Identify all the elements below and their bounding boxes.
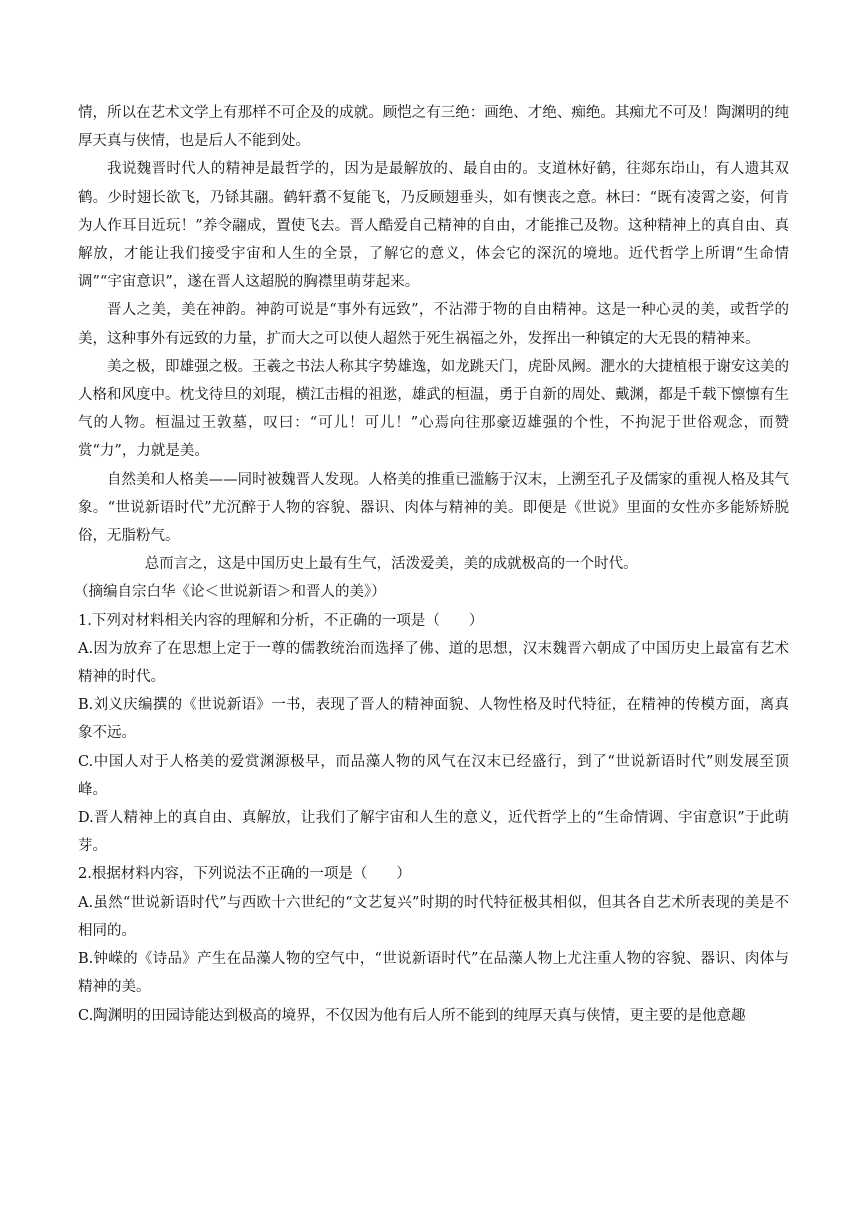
paragraph-charm: 晋人之美，美在神韵。神韵可说是“事外有远致”，不沾滞于物的自由精神。这是一种心灵的美，或哲学的美，这种事外有远致的力量，扩而大之可以使人超然于死生祸福之外，发挥出一种镇定的大无畏的精神来。: [78, 302, 789, 347]
question-2-option-a: A.虽然“世说新语时代”与西欧十六世纪的“文艺复兴”时期的时代特征极其相似，但其各自艺术所表现的美是不相同的。: [78, 894, 789, 939]
paragraph-summary: 总而言之，这是中国历史上最有生气，活泼爱美，美的成就极高的一个时代。: [144, 556, 638, 573]
document-page: [74, 99, 789, 1030]
paragraph-continued: 情，所以在艺术文学上有那样不可企及的成就。顾恺之有三绝：画绝、才绝、痴绝。其痴尤不可及！陶渊明的纯厚天真与侠情，也是后人不能到处。: [78, 105, 789, 150]
question-2-option-c: C.陶渊明的田园诗能达到极高的境界，不仅因为他有后人所不能到的纯厚天真与侠情，更主要的是他意趣: [78, 1007, 746, 1024]
question-1-stem: 1.下列对材料相关内容的理解和分析，不正确的一项是（ ）: [78, 612, 484, 629]
question-1-option-d: D.晋人精神上的真自由、真解放，让我们了解宇宙和人生的意义，近代哲学上的“生命情调、宇宙意识”于此萌芽。: [78, 810, 789, 855]
question-2-option-b: B.钟嵘的《诗品》产生在品藻人物的空气中，“世说新语时代”在品藻人物上尤注重人物的容貌、器识、肉体与精神的美。: [78, 951, 789, 996]
source-citation: （摘编自宗白华《论＜世说新语＞和晋人的美》）: [74, 584, 386, 601]
paragraph-nature-personality: 自然美和人格美——同时被魏晋人发现。人格美的推重已滥觞于汉末，上溯至孔子及儒家的重视人格及其气象。“世说新语时代”尤沉醉于人物的容貌、器识、肉体与精神的美。即便是《世说》里面的女性亦多能矫矫脱俗，无脂粉气。: [78, 471, 789, 545]
paragraph-strength: 美之极，即雄强之极。王羲之书法人称其字势雄逸，如龙跳天门，虎卧凤阙。淝水的大捷植根于谢安这美的人格和风度中。枕戈待旦的刘琨，横江击楫的祖逖，雄武的桓温，勇于自新的周处、戴渊，都是千载下懔懔有生气的人物。桓温过王敦墓，叹曰：“可儿！可儿！”心焉向往那豪迈雄强的个性，不拘泥于世俗观念，而赞赏“力”，力就是美。: [78, 358, 789, 460]
question-2-stem: 2.根据材料内容，下列说法不正确的一项是（ ）: [78, 866, 411, 883]
question-1-option-a: A.因为放弃了在思想上定于一尊的儒教统治而选择了佛、道的思想，汉末魏晋六朝成了中国历史上最富有艺术精神的时代。: [78, 640, 789, 686]
paragraph-philosophy: 我说魏晋时代人的精神是最哲学的，因为是最解放的、最自由的。支道林好鹤，往郯东岇山，有人遗其双鹤。少时翅长欲飞，乃铩其翮。鹤轩翥不复能飞，乃反顾翅垂头，如有懊丧之意。林曰：“既有凌霄之姿，何肯为人作耳目近玩！”养令翮成，置使飞去。晋人酷爱自己精神的自由，才能推己及物。这种精神上的真自由、真解放，才能让我们接受宇宙和人生的全景，了解它的意义，体会它的深沉的境地。近代哲学上所谓“生命情调”“宇宙意识”，遂在晋人这超脱的胸襟里萌芽起来。: [78, 161, 789, 291]
question-1-option-c: C.中国人对于人格美的爱赏渊源极早，而品藻人物的风气在汉末已经盛行，到了“世说新语时代”则发展至顶峰。: [78, 753, 789, 798]
question-1-option-b: B.刘义庆编撰的《世说新语》一书，表现了晋人的精神面貌、人物性格及时代特征，在精神的传模方面，离真象不远。: [78, 697, 789, 742]
